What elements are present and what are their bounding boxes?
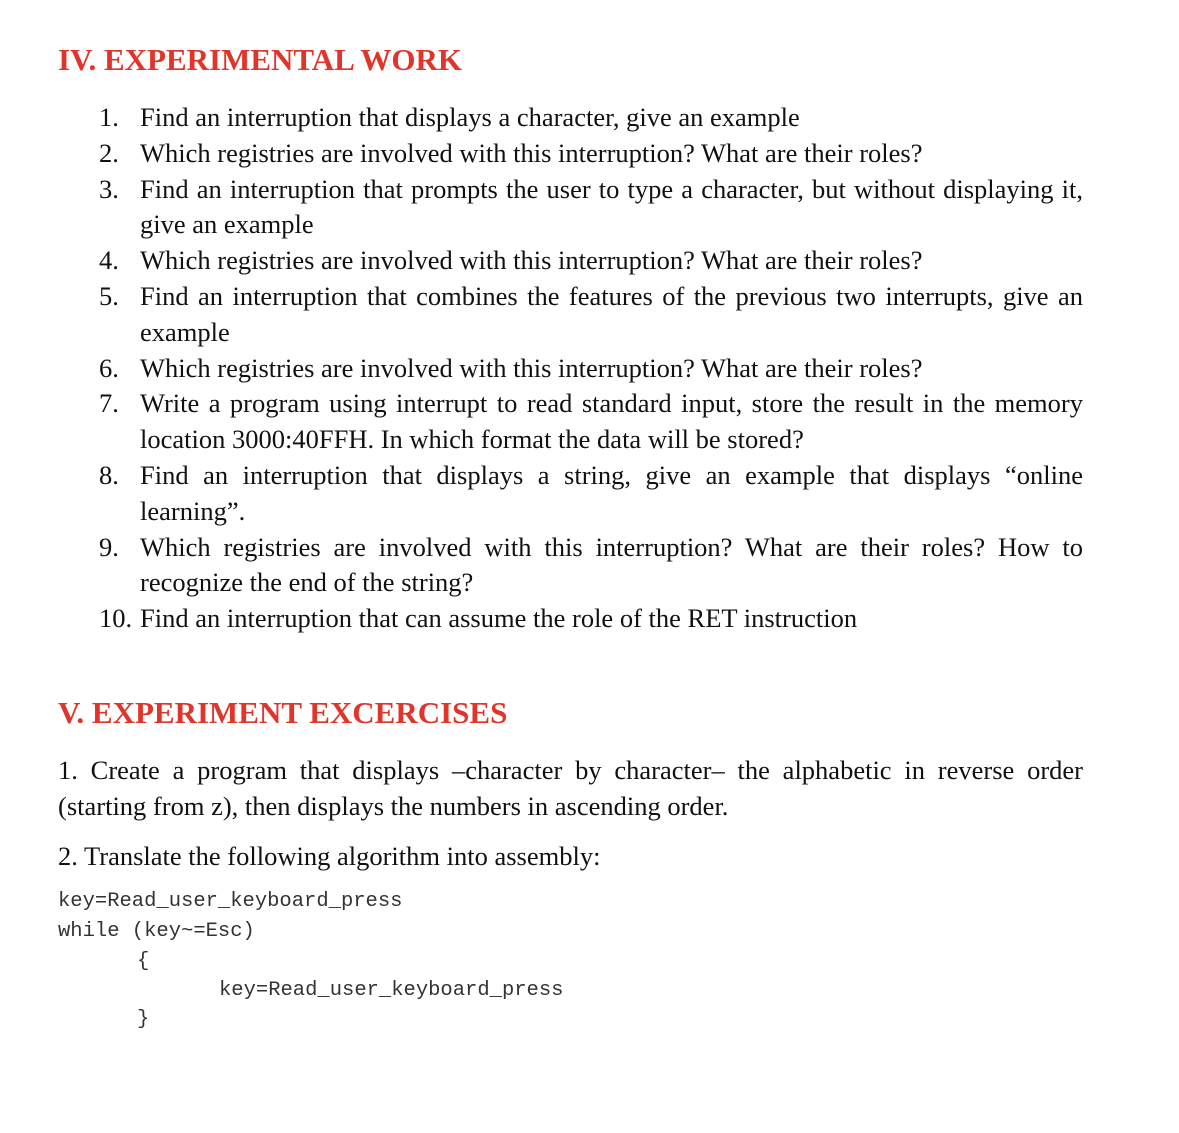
- item-text: Write a program using interrupt to read standard input, store the result in the memory location 3000:40FFH. In which format the data will be stored?: [140, 388, 1083, 455]
- code-line-1: key=Read_user_keyboard_press: [58, 890, 403, 913]
- list-item: [0, 386, 1179, 458]
- item-text: Find an interruption that displays a string, give an example that displays “online learning”.: [140, 459, 1083, 526]
- item-text: Which registries are involved with this interruption? What are their roles?: [140, 245, 923, 276]
- list-item: [0, 458, 1179, 530]
- exercise-1-text: 1. Create a program that displays –character by character– the alphabetic in reverse order (starting from z), then displays the numbers in ascending order.: [58, 755, 1083, 821]
- item-text: Find an interruption that prompts the user to type a character, but without displaying it, give an example: [140, 173, 1083, 240]
- experimental-work-list: [0, 100, 1179, 637]
- item-number: 5.: [99, 280, 119, 311]
- list-item: [0, 279, 1179, 351]
- item-number: 3.: [99, 173, 119, 204]
- item-text: Find an interruption that can assume the role of the RET instruction: [140, 603, 858, 634]
- item-number: 9.: [99, 531, 119, 562]
- section-iv-heading: IV. EXPERIMENTAL WORK: [58, 42, 462, 77]
- list-item: [0, 601, 1179, 637]
- item-text: Which registries are involved with this interruption? What are their roles?: [140, 137, 923, 168]
- code-line-inner: key=Read_user_keyboard_press: [219, 979, 564, 1002]
- list-item: [0, 530, 1179, 602]
- list-item: [0, 172, 1179, 244]
- item-number: 8.: [99, 459, 119, 490]
- code-close-brace: }: [137, 1008, 150, 1031]
- item-text: Find an interruption that combines the features of the previous two interrupts, give an example: [140, 280, 1083, 347]
- exercise-2-text: 2. Translate the following algorithm into assembly:: [58, 841, 601, 871]
- code-open-brace: {: [137, 950, 150, 973]
- list-item: [0, 136, 1179, 172]
- item-text: Which registries are involved with this interruption? What are their roles?: [140, 352, 923, 383]
- list-item: [0, 351, 1179, 387]
- item-text: Which registries are involved with this interruption? What are their roles? How to recognize the end of the string?: [140, 531, 1083, 598]
- item-number: 4.: [99, 245, 119, 276]
- item-number: 10.: [99, 603, 133, 634]
- list-item: [0, 243, 1179, 279]
- item-number: 6.: [99, 352, 119, 383]
- section-v-heading: V. EXPERIMENT EXCERCISES: [58, 695, 508, 730]
- item-number: 1.: [99, 102, 119, 132]
- item-text: Find an interruption that displays a character, give an example: [140, 102, 800, 132]
- item-number: 2.: [99, 137, 119, 168]
- code-line-2: while (key~=Esc): [58, 920, 255, 943]
- item-number: 7.: [99, 388, 119, 419]
- list-item: [0, 100, 1179, 136]
